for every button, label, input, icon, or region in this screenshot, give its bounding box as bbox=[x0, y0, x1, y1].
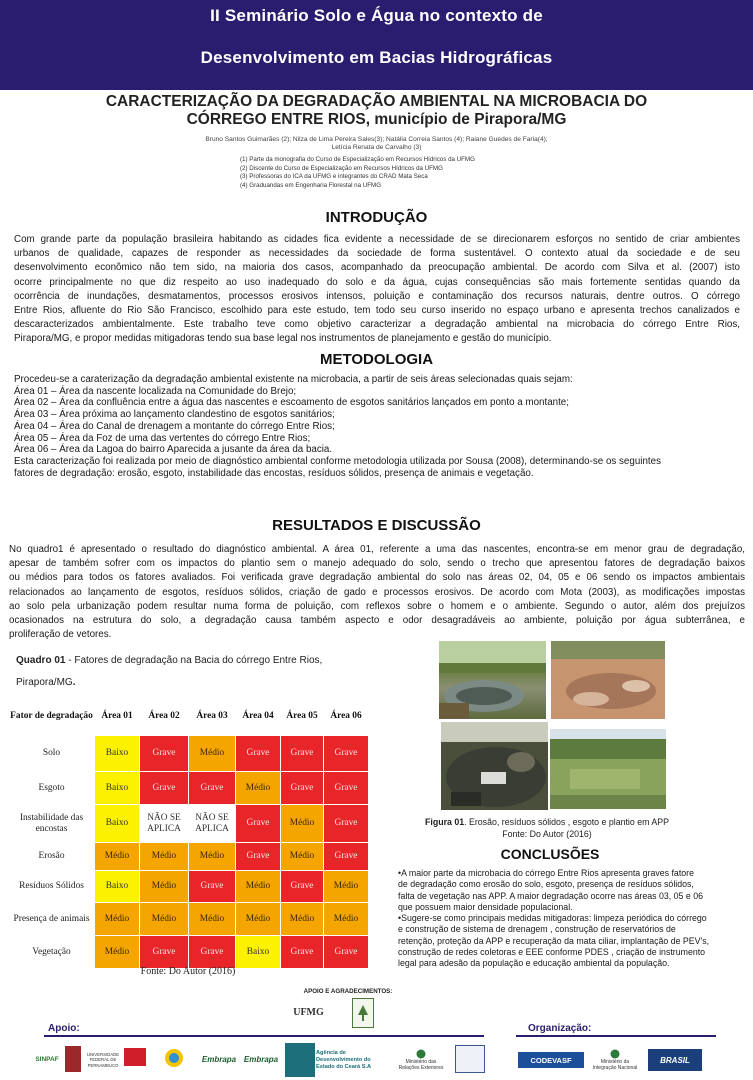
photo-residues bbox=[551, 641, 665, 719]
quadro-header-cell: Área 03 bbox=[189, 698, 236, 736]
intro-line: Com grande parte da população brasileira habitando as cidades fica evidente a necessidade de se direcionarem esforços no sentido de criar ambientes bbox=[14, 234, 740, 245]
quadro-header-row bbox=[9, 698, 369, 736]
metodologia-line: Área 04 – Área do Canal de drenagem a montante do córrego Entre Rios; bbox=[14, 420, 335, 432]
quadro-factor-cell: Instabilidade das encostas bbox=[9, 805, 95, 843]
photo-plantio-graphic bbox=[550, 729, 666, 809]
embrapa-logo-2 bbox=[242, 1047, 280, 1071]
poster-title-line1: CARACTERIZAÇÃO DA DEGRADAÇÃO AMBIENTAL NA MICROBACIA DO bbox=[105, 93, 648, 110]
resultados-text bbox=[9, 543, 745, 642]
quadro-level-cell: Médio bbox=[140, 843, 189, 871]
authors bbox=[0, 136, 753, 153]
quadro-factor-cell: Resíduos Sólidos bbox=[9, 871, 95, 903]
quadro-level-cell: Médio bbox=[324, 871, 369, 903]
relacoes-exteriores-logo bbox=[396, 1044, 446, 1076]
semiarido-logo bbox=[154, 1046, 194, 1070]
embrapa-logo-1 bbox=[200, 1047, 238, 1071]
apoio-divider bbox=[44, 1035, 484, 1037]
agencia-logo-text: Agência de Desenvolvimento do Estado do Ceará S.A bbox=[316, 1049, 372, 1070]
quadro-caption-text: - Fatores de degradação na Bacia do córrego Entre Rios, bbox=[65, 655, 323, 666]
brazil-coat-icon bbox=[610, 1049, 620, 1059]
organizacao-label: Organização: bbox=[528, 1023, 592, 1034]
intro-heading: INTRODUÇÃO bbox=[325, 209, 428, 226]
quadro-level-cell: Médio bbox=[189, 903, 236, 936]
brasil-logo bbox=[648, 1049, 702, 1071]
intro-line: Entre Rios, afluente do Rio São Francisco, escolhido para este estudo, tem todo seu curso inserido no espaço urbano e apresenta trechos canalizados e bbox=[14, 305, 740, 317]
figure-caption bbox=[412, 817, 682, 840]
integracao-logo bbox=[590, 1044, 640, 1076]
quadro-header-cell: Área 05 bbox=[281, 698, 324, 736]
conclusoes-line: retenção, proteção da APP e recuperação da mata ciliar, implantação de PEV's, bbox=[398, 935, 710, 946]
intro-line: ocorrência de inundações, desmatamentos, processos erosivos intensos, poluição e contaminação dos recursos naturais, dentre outros. O córrego bbox=[14, 290, 740, 302]
quadro-level-cell: Médio bbox=[281, 903, 324, 936]
event-title-line2: Desenvolvimento em Bacias Hidrográficas bbox=[200, 48, 553, 67]
embrapa-logo-2-text: Embrapa bbox=[243, 1054, 279, 1064]
conclusoes-text bbox=[398, 868, 743, 970]
quadro-row bbox=[9, 871, 369, 903]
quadro-factor-cell: Solo bbox=[9, 736, 95, 772]
conclusoes-line: construção de redes coletoras e EEE conforme PDES , criação de instrumento bbox=[398, 947, 706, 958]
poster-title-line2: CÓRREGO ENTRE RIOS, município de Pirapora/MG bbox=[186, 111, 567, 128]
quadro-level-cell: Baixo bbox=[95, 736, 140, 772]
integracao-logo-text: Ministério da Integração Nacional bbox=[592, 1059, 638, 1071]
codevasf-logo-text: CODEVASF bbox=[530, 1055, 572, 1065]
quadro-level-cell: Grave bbox=[236, 805, 281, 843]
conclusoes-line: •A maior parte da microbacia do córrego Entre Rios apresenta graves fatore bbox=[398, 868, 694, 878]
brazil-coat-icon bbox=[416, 1049, 426, 1059]
quadro-level-cell: Médio bbox=[236, 772, 281, 805]
quadro-level-cell: Grave bbox=[324, 843, 369, 871]
quadro-factor-cell: Vegetação bbox=[9, 936, 95, 969]
quadro-level-cell: Médio bbox=[189, 843, 236, 871]
conclusoes-line: e construção de sistema de drenagem , construção de reservatórios de bbox=[398, 924, 676, 935]
intro-line: Pirapora/MG, e propor medidas mitigadoras tendo sua base legal nos instrumentos de planejamento e gestão do município. bbox=[14, 333, 552, 345]
quadro-level-cell: Médio bbox=[324, 903, 369, 936]
photo-erosion bbox=[439, 641, 546, 719]
resultados-line: ocasionados na estrutura do solo, a degradação causa também aspecto e odor desagradáveis ao ambiente, poluição por água subterrânea, e bbox=[9, 615, 745, 627]
quadro-level-cell: Grave bbox=[324, 936, 369, 969]
quadro-level-cell: Baixo bbox=[95, 871, 140, 903]
quadro-level-cell: Grave bbox=[324, 772, 369, 805]
resultados-line: ao solo pela urbanização podem resultar numa forma de poluição, com reflexos sobre o homem e o ambiente. Segundo o autor, além dos prejuízos bbox=[9, 600, 745, 612]
quadro-level-cell: NÃO SE APLICA bbox=[189, 805, 236, 843]
intro-line: descaracterizados ambientalmente. Este trabalho teve como objetivo caracterizar a degradação ambiental na microbacia do córrego Entre Rios, bbox=[14, 319, 740, 331]
quadro-table bbox=[8, 697, 369, 969]
intro-line: desenvolvimento econômico não tem sido, na maioria dos casos, acompanhado da preocupação ambiental. De acordo com Silva et al. (2007) isto bbox=[14, 262, 740, 274]
intro-line: urbanos de qualidade, capazes de responder as necessidades da sociedade de forma sustentável. O contexto atual da sociedade e de seu bbox=[14, 248, 740, 260]
resultados-line: relacionados ao lançamento de esgotos, resíduos sólidos, criação de gado e processos erosivos. De acordo com Mota (2003), as modificações impostas bbox=[9, 586, 745, 598]
apoio-label: Apoio: bbox=[48, 1023, 80, 1034]
embrapa-logo-1-text: Embrapa bbox=[201, 1054, 237, 1064]
photo-residues-graphic bbox=[551, 641, 665, 719]
brasil-logo-text: BRASIL bbox=[660, 1055, 690, 1065]
metodologia-line: Área 01 – Área da nascente localizada na Comunidade do Brejo; bbox=[14, 385, 297, 397]
quadro-level-cell: Médio bbox=[236, 871, 281, 903]
quadro-row bbox=[9, 772, 369, 805]
affiliations bbox=[240, 156, 560, 190]
quadro-level-cell: Grave bbox=[281, 871, 324, 903]
quadro-row bbox=[9, 805, 369, 843]
conclusoes-line: falta de vegetação nas APP. A maior degradação ocorre nas áreas 03, 05 e 06 bbox=[398, 890, 704, 901]
quadro-level-cell: Médio bbox=[140, 871, 189, 903]
quadro-level-cell: Médio bbox=[189, 736, 236, 772]
ufmg-logo bbox=[286, 999, 331, 1025]
metodologia-line: Área 06 – Área da Lagoa do bairro Aparecida a jusante da área da bacia. bbox=[14, 444, 333, 456]
figure-source: Fonte: Do Autor (2016) bbox=[502, 828, 592, 839]
sun-icon bbox=[154, 1046, 194, 1070]
metodologia-line: fatores de degradação: erosão, esgoto, instabilidade das encostas, resíduos sólidos, presença de animais e vegetação. bbox=[14, 467, 534, 479]
event-banner bbox=[0, 0, 753, 90]
quadro-header-cell: Área 04 bbox=[236, 698, 281, 736]
ufpe-logo bbox=[84, 1048, 122, 1072]
conclusoes-heading: CONCLUSÕES bbox=[500, 846, 600, 862]
metodologia-text bbox=[14, 374, 740, 479]
organizacao-divider bbox=[516, 1035, 716, 1037]
tv-logo-icon bbox=[124, 1048, 146, 1066]
quadro-header-cell: Área 02 bbox=[140, 698, 189, 736]
quadro-table-wrapper bbox=[8, 697, 368, 969]
authors-line2: Letícia Renata de Carvalho (3) bbox=[331, 144, 422, 152]
quadro-factor-cell: Erosão bbox=[9, 843, 95, 871]
quadro-level-cell: Médio bbox=[236, 903, 281, 936]
conclusoes-line: legal para adesão da população e educação ambiental da população. bbox=[398, 958, 670, 969]
relacoes-exteriores-text: Ministério das Relações Exteriores bbox=[398, 1059, 444, 1071]
quadro-level-cell: Médio bbox=[95, 903, 140, 936]
conclusoes-line: •Sugere-se como principais medidas mitigadoras: limpeza periódica do córrego bbox=[398, 913, 707, 924]
quadro-level-cell: Grave bbox=[189, 772, 236, 805]
metodologia-line: Área 02 – Área da confluência entre a água das nascentes e escoamento de esgotos sanitários lançados em ponto a montante; bbox=[14, 397, 569, 409]
apoio-agradecimentos-label: APOIO E AGRADECIMENTOS: bbox=[303, 988, 393, 995]
conclusoes-line: que possuem maior densidade populacional. bbox=[398, 901, 573, 912]
quadro-level-cell: Grave bbox=[324, 805, 369, 843]
abc-logo-icon bbox=[455, 1045, 485, 1073]
resultados-line: ou médios para todos os fatores avaliados. Foi verificada grave degradação ambiental do solo nas áreas 02, 04, 05 e 06 sendo os impactos ambientais bbox=[9, 572, 745, 584]
quadro-level-cell: Médio bbox=[95, 843, 140, 871]
quadro-row bbox=[9, 843, 369, 871]
quadro-level-cell: Médio bbox=[281, 843, 324, 871]
intro-line: ocorre principalmente no que diz respeito ao uso inadequado do solo e da água, cujas consequências são mais fortemente sentidas quando da bbox=[14, 276, 740, 288]
resultados-line: apesar de também sofrer com os impactos do plantio sem o manejo adequado do solo, sendo o trecho que apresentou fatores de degradação baixos bbox=[9, 558, 745, 570]
quadro-factor-cell: Esgoto bbox=[9, 772, 95, 805]
quadro-level-cell: Grave bbox=[189, 936, 236, 969]
quadro-level-cell: Grave bbox=[281, 936, 324, 969]
quadro-header-cell: Área 06 bbox=[324, 698, 369, 736]
figure-caption-label: Figura 01 bbox=[425, 817, 465, 827]
codevasf-logo bbox=[518, 1052, 584, 1068]
ufpe-logo-text: UNIVERSIDADE FEDERAL DE PERNAMBUCO bbox=[86, 1051, 120, 1068]
agencia-icon bbox=[285, 1043, 315, 1077]
quadro-caption bbox=[16, 650, 376, 694]
metodologia-line: Área 03 – Área próxima ao lançamento clandestino de esgotos sanitários; bbox=[14, 409, 335, 421]
quadro-level-cell: Grave bbox=[236, 843, 281, 871]
ufpe-crest-icon bbox=[65, 1046, 81, 1072]
quadro-level-cell: Grave bbox=[189, 871, 236, 903]
quadro-level-cell: Grave bbox=[281, 736, 324, 772]
quadro-level-cell: NÃO SE APLICA bbox=[140, 805, 189, 843]
quadro-level-cell: Baixo bbox=[95, 805, 140, 843]
photo-sewage bbox=[441, 722, 548, 810]
quadro-caption-dot: . bbox=[72, 677, 76, 688]
quadro-header-cell: Fator de degradação bbox=[9, 698, 95, 736]
metodologia-line: Procedeu-se a caraterização da degradação ambiental existente na microbacia, a partir de seis áreas selecionadas quais sejam: bbox=[14, 374, 573, 385]
quadro-level-cell: Baixo bbox=[95, 772, 140, 805]
photo-sewage-graphic bbox=[441, 722, 548, 810]
sinpaf-logo bbox=[32, 1044, 62, 1074]
quadro-level-cell: Médio bbox=[281, 805, 324, 843]
affiliation-item: (1) Parte da monografia do Curso de Especialização em Recursos Hídricos da UFMG bbox=[240, 156, 475, 163]
quadro-level-cell: Grave bbox=[140, 736, 189, 772]
quadro-row bbox=[9, 936, 369, 969]
metodologia-line: Esta caracterização foi realizada por meio de diagnóstico ambiental conforme metodologia utilizada por Sousa (2008), determinando-se os seguintes bbox=[14, 455, 661, 467]
ufmg-logo-text: UFMG bbox=[293, 1006, 324, 1018]
resultados-heading: RESULTADOS E DISCUSSÃO bbox=[272, 517, 481, 534]
resultados-line: No quadro1 é apresentado o resultado do diagnóstico ambiental. A área 01, referente a uma das nascentes, encontra-se em menor grau de degradação, bbox=[9, 544, 745, 555]
photo-erosion-graphic bbox=[439, 641, 546, 719]
quadro-level-cell: Grave bbox=[140, 936, 189, 969]
quadro-caption-line2: Pirapora/MG bbox=[16, 677, 73, 688]
authors-line1: Bruno Santos Guimarães (2); Nilza de Lima Pereira Sales(3); Natália Correia Santos (4); Raiane Guedes de Faria(4); bbox=[205, 136, 548, 143]
sinpaf-logo-text: SINPAF bbox=[35, 1055, 59, 1063]
poster-title bbox=[0, 93, 753, 129]
quadro-source: Fonte: Do Autor (2016) bbox=[140, 966, 236, 977]
figure-caption-text: . Erosão, resíduos sólidos , esgoto e plantio em APP bbox=[464, 817, 669, 827]
quadro-level-cell: Grave bbox=[236, 736, 281, 772]
quadro-level-cell: Médio bbox=[95, 936, 140, 969]
affiliation-item: (2) Discente do Curso de Especialização em Recursos Hídricos da UFMG bbox=[240, 164, 443, 172]
quadro-level-cell: Grave bbox=[324, 736, 369, 772]
quadro-header-cell: Área 01 bbox=[95, 698, 140, 736]
affiliation-item: (3) Professoras do ICA da UFMG e integrantes do CRAD Mata Seca bbox=[240, 173, 428, 181]
agencia-logo bbox=[316, 1046, 386, 1074]
quadro-caption-label: Quadro 01 bbox=[16, 655, 66, 666]
conclusoes-line: de degradação como erosão do solo, esgoto, presença de resíduos sólidos, bbox=[398, 879, 694, 890]
affiliation-item: (4) Graduandas em Engenharia Florestal na UFMG bbox=[240, 181, 382, 189]
quadro-level-cell: Grave bbox=[140, 772, 189, 805]
tree-icon bbox=[356, 1003, 370, 1023]
quadro-level-cell: Baixo bbox=[236, 936, 281, 969]
intro-text bbox=[14, 233, 740, 347]
resultados-line: proliferação de vetores. bbox=[9, 629, 112, 641]
quadro-factor-cell: Presença de animais bbox=[9, 903, 95, 936]
crad-logo bbox=[352, 998, 374, 1028]
quadro-row bbox=[9, 903, 369, 936]
event-title-line1: II Seminário Solo e Água no contexto de bbox=[210, 6, 543, 25]
photo-plantio bbox=[550, 729, 666, 809]
quadro-level-cell: Médio bbox=[140, 903, 189, 936]
quadro-level-cell: Grave bbox=[281, 772, 324, 805]
quadro-row bbox=[9, 736, 369, 772]
metodologia-heading: METODOLOGIA bbox=[319, 351, 434, 368]
metodologia-line: Área 05 – Área da Foz de uma das vertentes do córrego Entre Rios; bbox=[14, 432, 311, 444]
